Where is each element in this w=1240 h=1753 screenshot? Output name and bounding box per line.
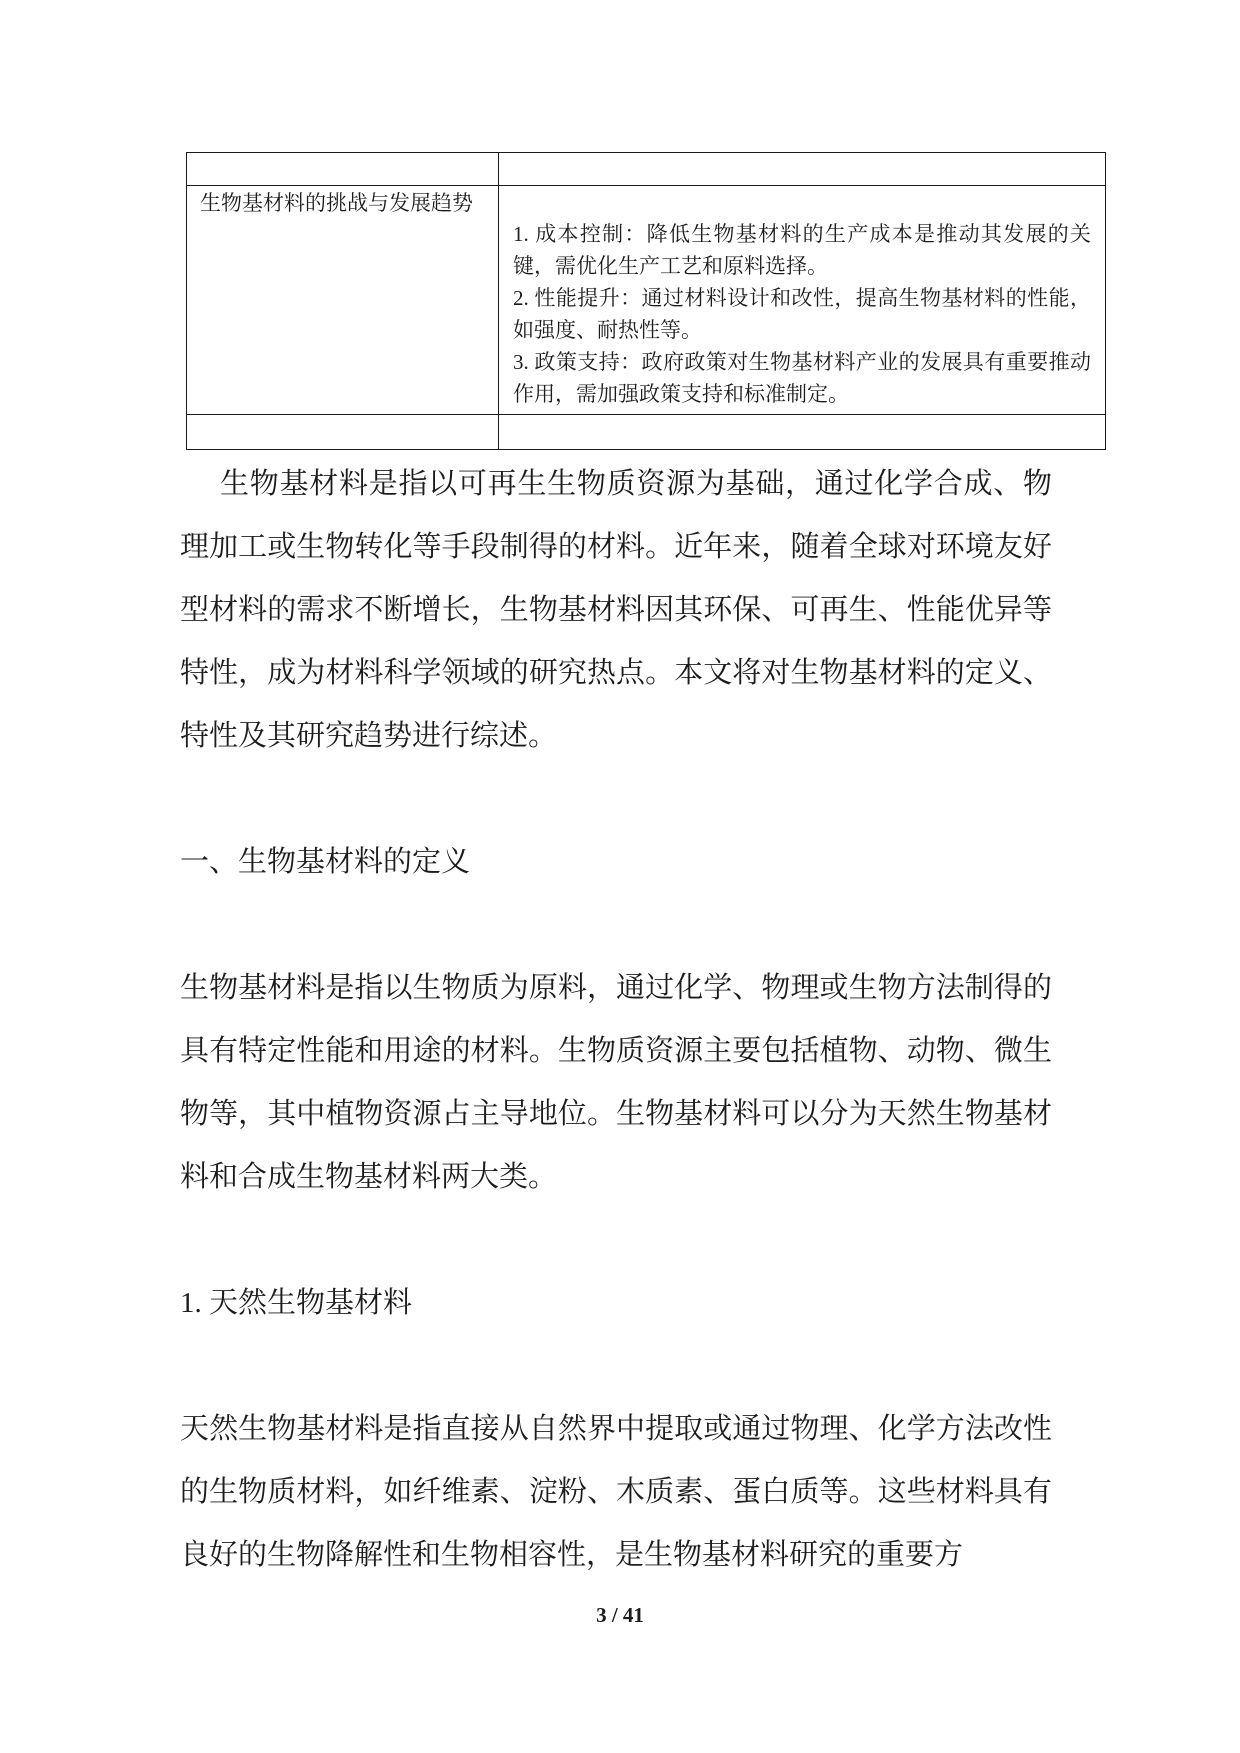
section-paragraph-definition: 生物基材料是指以生物质为原料，通过化学、物理或生物方法制得的具有特定性能和用途的材料。生物质资源主要包括植物、动物、微生物等，其中植物资源占主导地位。生物基材料可以分为天然生物基材料和合成生物基材料两大类。 <box>180 972 1052 1193</box>
table-cell-topic: 生物基材料的挑战与发展趋势 <box>187 186 499 415</box>
subsection-heading-natural-biobased: 1. 天然生物基材料 <box>180 1287 413 1319</box>
list-item: 3. 政策支持：政府政策对生物基材料产业的发展具有重要推动作用，需加强政策支持和标准制定。 <box>513 350 1091 406</box>
subsection-paragraph-natural-biobased: 天然生物基材料是指直接从自然界中提取或通过物理、化学方法改性的生物质材料，如纤维素、淀粉、木质素、蛋白质等。这些材料具有良好的生物降解性和生物相容性，是生物基材料研究的重要方 <box>180 1413 1052 1571</box>
table-row-empty-top <box>187 153 1106 186</box>
table-cell-empty <box>499 415 1106 450</box>
table-row-empty-bottom <box>187 415 1106 450</box>
section-heading-definition: 一、生物基材料的定义 <box>180 846 471 878</box>
table-row-main <box>187 186 1106 415</box>
table-cell-empty <box>499 153 1106 186</box>
list-item: 2. 性能提升：通过材料设计和改性，提高生物基材料的性能，如强度、耐热性等。 <box>513 286 1091 342</box>
table-cell-empty <box>187 415 499 450</box>
table-cell-details <box>499 186 1106 415</box>
intro-paragraph: 生物基材料是指以可再生生物质资源为基础，通过化学合成、物理加工或生物转化等手段制得的材料。近年来，随着全球对环境友好型材料的需求不断增长，生物基材料因其环保、可再生、性能优异等特性，成为材料科学领域的研究热点。本文将对生物基材料的定义、特性及其研究趋势进行综述。 <box>180 468 1052 752</box>
list-item: 1. 成本控制：降低生物基材料的生产成本是推动其发展的关键，需优化生产工艺和原料选择。 <box>513 222 1091 278</box>
summary-table <box>186 152 1106 450</box>
table-cell-empty <box>187 153 499 186</box>
page-number: 3 / 41 <box>596 1603 644 1627</box>
document-content <box>180 152 1091 1587</box>
